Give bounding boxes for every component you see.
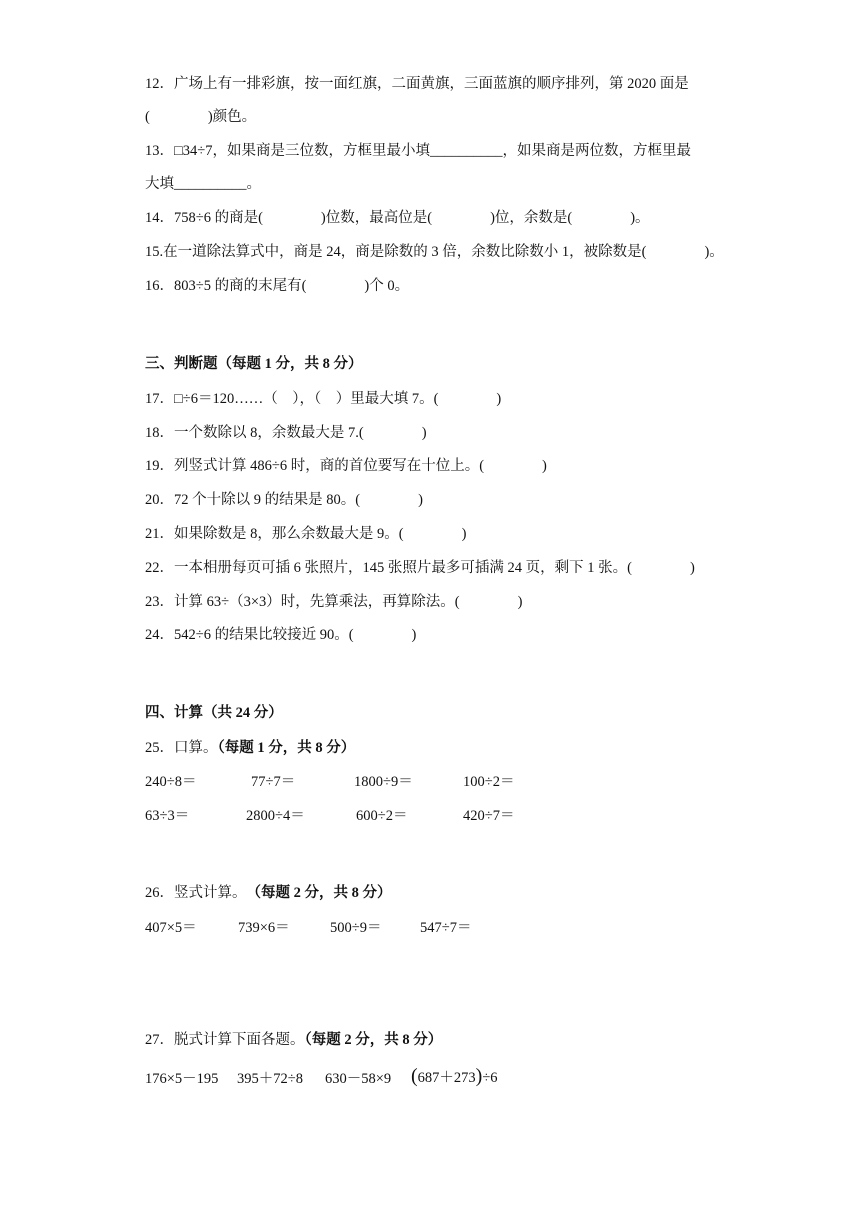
q15: 15.在一道除法算式中，商是 24，商是除数的 3 倍，余数比除数小 1，被除数是( )。 (145, 244, 724, 260)
q13-line1: 13．□34÷7，如果商是三位数，方框里最小填__________，如果商是两位数，方框里最 (145, 143, 691, 159)
vertical-calc-item: 739×6＝ (238, 920, 290, 936)
mental-calc-item: 77÷7＝ (251, 774, 296, 790)
section3-title: 三、判断题（每题 1 分，共 8 分） (145, 356, 363, 372)
q27-heading (145, 1030, 442, 1050)
stepwise-calc-item: 630－58×9 (325, 1071, 392, 1087)
vertical-calc-item: 500÷9＝ (330, 920, 382, 936)
mental-calc-item: 420÷7＝ (463, 808, 515, 824)
mental-calc-item: 1800÷9＝ (354, 774, 413, 790)
mental-calc-item: 100÷2＝ (463, 774, 515, 790)
q27-note: （每题 2 分，共 8 分） (304, 1032, 443, 1048)
open-paren: ( (411, 1065, 418, 1087)
judge-item: 24．542÷6 的结果比较接近 90。( ) (145, 627, 417, 643)
stepwise-calc-item (411, 1066, 498, 1088)
q25-note: （每题 1 分，共 8 分） (217, 740, 356, 756)
q14: 14．758÷6 的商是( )位数，最高位是( )位，余数是( )。 (145, 210, 650, 226)
paren-inner: 687＋273 (417, 1070, 476, 1086)
judge-item: 17．□÷6＝120……（ ），（ ）里最大填 7。( ) (145, 391, 502, 407)
mental-calc-item: 240÷8＝ (145, 774, 197, 790)
q27-title: 27．脱式计算下面各题。 (145, 1032, 305, 1048)
vertical-calc-item: 547÷7＝ (420, 920, 472, 936)
judge-item: 20．72 个十除以 9 的结果是 80。( ) (145, 492, 423, 508)
mental-calc-item: 2800÷4＝ (246, 808, 305, 824)
q12-line2: ( )颜色。 (145, 109, 257, 125)
q25-heading (145, 738, 355, 758)
judge-item: 18．一个数除以 8，余数最大是 7.( ) (145, 425, 427, 441)
judge-item: 19．列竖式计算 486÷6 时，商的首位要写在十位上。( ) (145, 458, 547, 474)
paren-tail: ÷6 (482, 1070, 498, 1086)
q13-line2: 大填__________。 (145, 176, 261, 192)
judge-item: 21．如果除数是 8，那么余数最大是 9。( ) (145, 526, 467, 542)
mental-calc-item: 600÷2＝ (356, 808, 408, 824)
stepwise-calc-item: 176×5－195 (145, 1071, 219, 1087)
judge-item: 23．计算 63÷（3×3）时，先算乘法，再算除法。( ) (145, 594, 523, 610)
q16: 16．803÷5 的商的末尾有( )个 0。 (145, 278, 410, 294)
q12-line1: 12．广场上有一排彩旗，按一面红旗，二面黄旗，三面蓝旗的顺序排列，第 2020 面是 (145, 76, 689, 92)
q26-note: （每题 2 分，共 8 分） (253, 885, 392, 901)
q26-title: 26．竖式计算。 (145, 885, 254, 901)
stepwise-calc-item: 395＋72÷8 (237, 1071, 303, 1087)
vertical-calc-item: 407×5＝ (145, 920, 197, 936)
judge-item: 22．一本相册每页可插 6 张照片，145 张照片最多可插满 24 页，剩下 1 张。( ) (145, 560, 695, 576)
mental-calc-item: 63÷3＝ (145, 808, 190, 824)
q26-heading (145, 883, 392, 903)
q25-title: 25．口算。 (145, 740, 218, 756)
section4-title: 四、计算（共 24 分） (145, 705, 283, 721)
close-paren: ) (475, 1065, 483, 1087)
